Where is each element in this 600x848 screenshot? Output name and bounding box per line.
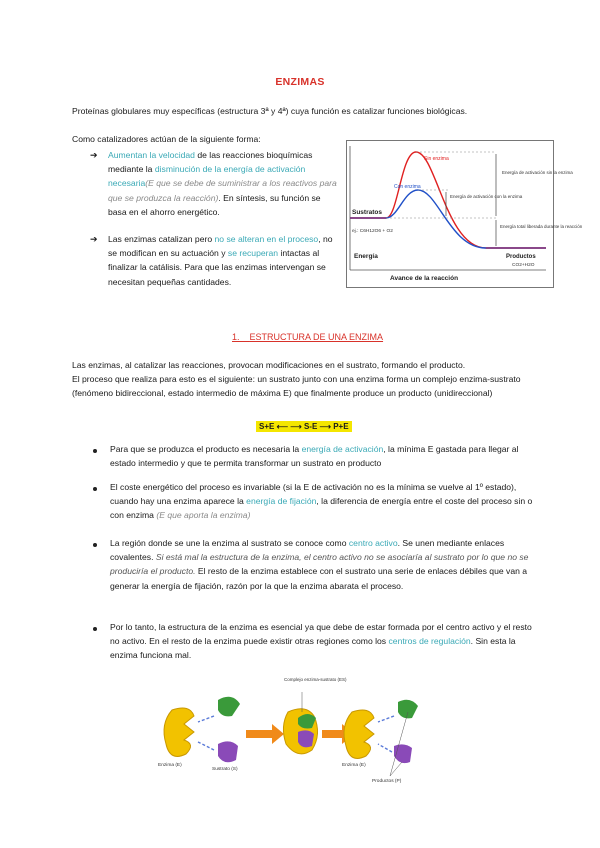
label-energia: Energía [354, 253, 378, 260]
text-accent: Aumentan la velocidad [108, 150, 195, 160]
paragraph-2: El proceso que realiza para esto es el siguiente: un sustrato junto con una enzima forma un complejo enzima-sustrato (fenómeno bidireccional, estado intermedio de máxima E) que finalmente produce un producto (unidireccional) [72, 374, 521, 399]
text-plain: Por lo tanto, la estructura de la enzima es esencial ya que debe de estar formada por el centro activo y el resto no activo. En el resto de la enzima puede existir otras regiones como los [110, 622, 532, 647]
text-accent: energía de activación [301, 444, 384, 454]
text-accent: no se alteran en el proceso [214, 234, 319, 244]
arrow-bullet-icon: ➔ [90, 234, 98, 244]
equation-highlight: S+E ⟵ ⟶ S-E ⟶ P+E [256, 421, 352, 432]
label-e-act-con: Energía de activación con la enzima [450, 194, 523, 199]
text-plain: . Se unen mediante enlaces covalentes. [110, 538, 505, 563]
equation [256, 416, 352, 434]
paragraph-1: Las enzimas, al catalizar las reacciones, provocan modificaciones en el sustrato, formando el producto. [72, 360, 466, 370]
label-enzima-1: Enzima (E) [158, 763, 182, 768]
label-productos: Productos [506, 254, 536, 260]
text-plain: . Sin esta la enzima funciona mal. [110, 636, 516, 661]
text-plain: , la diferencia de energía entre el coste del proceso sin o con enzima [110, 496, 533, 521]
text-plain: . En síntesis, su función se basa en el ahorro energético. [108, 192, 321, 217]
page-title: ENZIMAS [275, 76, 325, 88]
section-number: 1. [232, 332, 240, 342]
label-productos-fig: Productos (P) [372, 779, 402, 784]
label-e-liberada: Energía total liberada durante la reacción [500, 224, 583, 229]
text-plain: , no se modifican en su actuación y [108, 234, 333, 259]
label-e-act-sin: Energía de activación sin la enzima [502, 170, 573, 175]
text-plain: de las reacciones bioquímicas mediante la [108, 150, 313, 175]
bullet-regulation [110, 620, 538, 663]
section-title: ESTRUCTURA DE UNA ENZIMA [249, 332, 384, 342]
catalyst-bullet-2 [108, 232, 340, 289]
intro-paragraph: Proteínas globulares muy específicas (estructura 3ª y 4ª) cuya función es catalizar funciones biológicas. [72, 106, 468, 116]
text-accent: centros de regulación [388, 636, 471, 647]
section-heading [232, 332, 383, 342]
text-italic: (E que se debe de suministrar a los reactivos para que se produzca la reacción) [108, 178, 337, 203]
label-sin-enzima: Sin enzima [424, 156, 449, 162]
bullet-dot-icon [93, 487, 97, 491]
text-accent: energía de fijación [246, 496, 317, 507]
label-con-enzima: Con enzima [394, 184, 421, 190]
energy-diagram [346, 140, 583, 288]
text-plain: , la mínima E gastada para llegar al estado intermedio y que te permita transformar un sustrato en producto [110, 444, 519, 469]
text-plain: Para que se produzca el producto es necesaria la [110, 444, 302, 454]
bullet-activation-energy [110, 442, 538, 470]
bullet-dot-icon [93, 449, 97, 453]
label-avance: Avance de la reacción [390, 275, 459, 282]
text-italic: Si está mal la estructura de la enzima, el centro activo no se asociaría al sustrato por lo que no se produciría el producto. [110, 552, 529, 577]
label-sustrato: Sustrato (S) [212, 767, 238, 772]
label-complex: Complejo enzima-sustrato (ES) [284, 677, 347, 682]
text-accent: se recuperan [227, 248, 279, 259]
catalyst-lead: Como catalizadores actúan de la siguiente forma: [72, 134, 261, 144]
text-accent: centro activo [348, 538, 398, 548]
arrow-bullet-icon: ➔ [90, 150, 98, 160]
label-sustratos: Sustratos [352, 209, 382, 216]
text-accent: disminución de la energía de activación necesaria [108, 164, 306, 189]
text-plain: La región donde se une la enzima al sustrato se conoce como [110, 538, 349, 548]
text-plain: Las enzimas catalizan pero [108, 234, 215, 244]
text-plain: El coste energético del proceso es invariable (si la E de activación no es la mínima se vuelve al 1º estado), cuando hay una enzima aparece la [110, 482, 517, 507]
enzyme-figure [158, 672, 458, 794]
bullet-dot-icon [93, 627, 97, 631]
label-productos-formula: CO2+H2O [512, 263, 535, 268]
text-plain: El resto de la enzima establece con el sustrato una serie de enlaces débiles que van a generar la energía de fijación, razón por la que la enzima abarata el proceso. [110, 566, 528, 591]
label-sustratos-formula: ej.: C6H12O6 + O2 [352, 229, 393, 234]
text-plain: intactas al finalizar la catálisis. Para que las enzimas intervengan se necesitan pequeñas cantidades. [108, 248, 326, 287]
bullet-energy-cost [110, 480, 538, 523]
text-italic: (E que aporta la enzima) [156, 510, 251, 521]
bullet-active-site [110, 536, 538, 593]
catalyst-bullet-1 [108, 148, 340, 219]
label-enzima-2: Enzima (E) [342, 763, 366, 768]
bullet-dot-icon [93, 543, 97, 547]
